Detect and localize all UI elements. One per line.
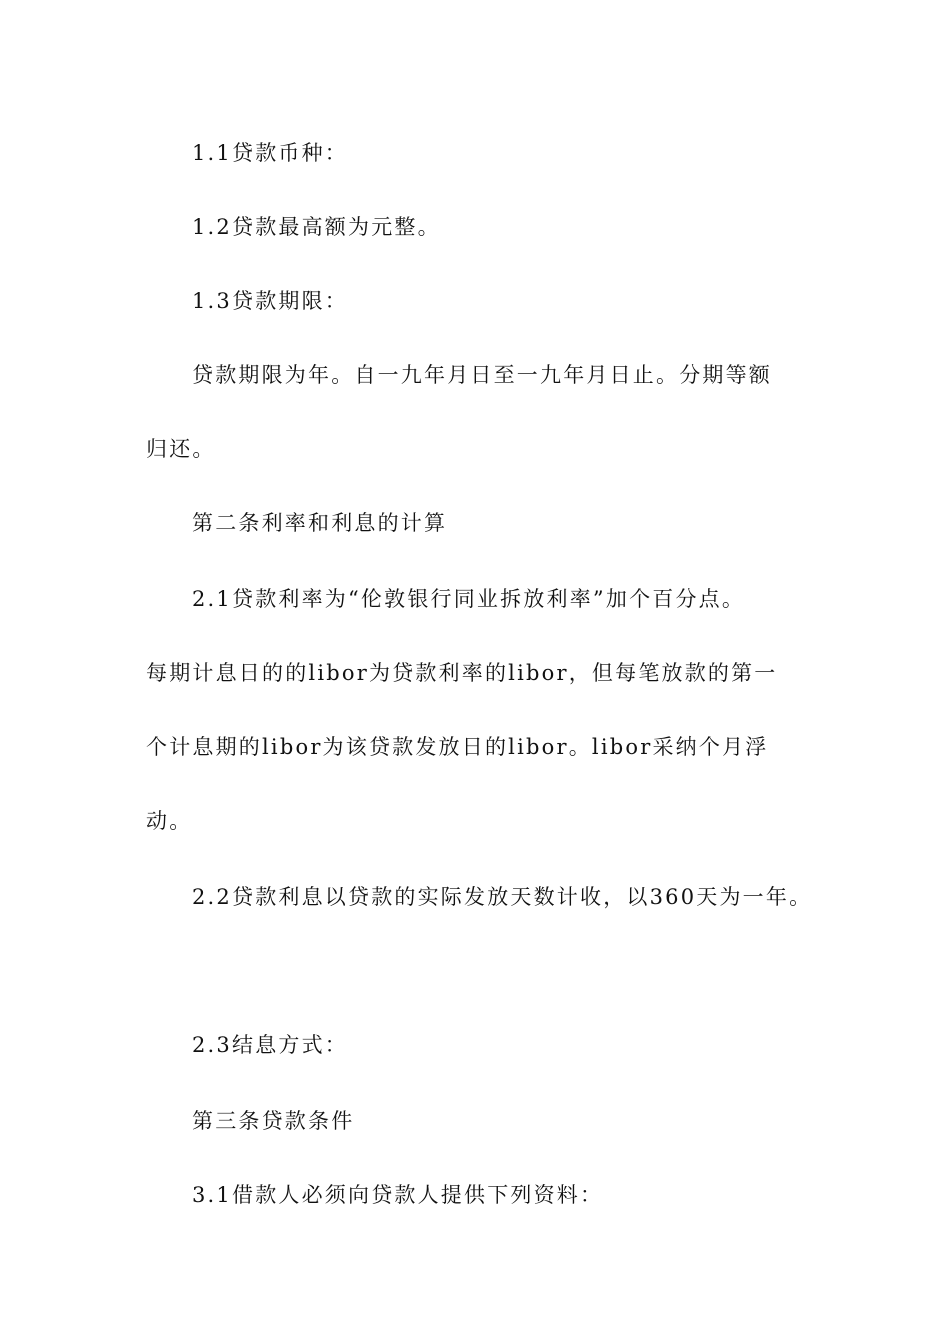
clause-2-1-line-2: 每期计息日的的libor为贷款利率的libor，但每笔放款的第一	[146, 661, 778, 685]
clause-1-1-currency: 1.1贷款币种：	[192, 141, 348, 165]
clause-3-1-documents: 3.1借款人必须向贷款人提供下列资料：	[192, 1183, 604, 1207]
clause-2-3-settlement: 2.3结息方式：	[192, 1033, 348, 1057]
article-3-heading: 第三条贷款条件	[192, 1109, 355, 1133]
clause-2-2-interest: 2.2贷款利息以贷款的实际发放天数计收，以360天为一年。	[192, 885, 813, 909]
article-2-heading: 第二条利率和利息的计算	[192, 511, 448, 535]
term-paragraph-line-2: 归还。	[146, 437, 216, 461]
clause-2-1-line-1: 2.1贷款利率为“伦敦银行同业拆放利率”加个百分点。	[192, 587, 746, 611]
clause-2-1-line-4: 动。	[146, 809, 193, 833]
clause-1-3-term: 1.3贷款期限：	[192, 289, 348, 313]
clause-1-2-max-amount: 1.2贷款最高额为元整。	[192, 215, 441, 239]
term-paragraph-line-1: 贷款期限为年。自一九年月日至一九年月日止。分期等额	[192, 363, 772, 387]
clause-2-1-line-3: 个计息期的libor为该贷款发放日的libor。libor采纳个月浮	[146, 735, 769, 759]
